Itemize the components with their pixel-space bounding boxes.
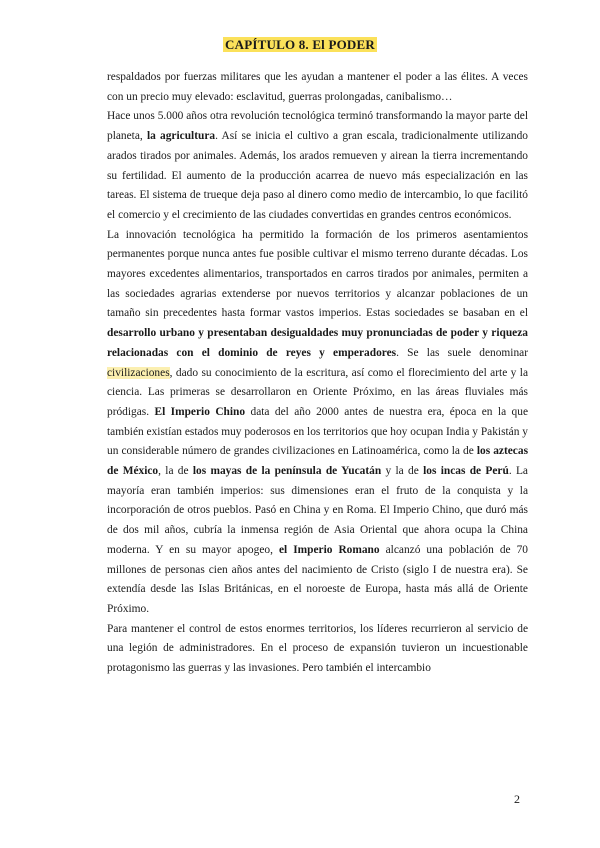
text-run: , dado su conocimiento de la escritura, así como el florecimiento del arte y la ciencia. Las primeras se desarrollaron en Oriente Próximo, en las áreas fluviales más pródigas. bbox=[107, 366, 528, 418]
text-run: , la de bbox=[158, 465, 193, 478]
paragraph bbox=[107, 620, 528, 679]
text-run: Para mantener el control de estos enormes territorios, los líderes recurrieron al servicio de una legión de administradores. En el proceso de expansión tuvieron un incuestionable protagonismo las guerras y las invasiones. Pero también el intercambio bbox=[107, 622, 528, 675]
text-run: . Así se inicia el cultivo a gran escala, tradicionalmente utilizando arados tirados por animales. Además, los arados remueven y airean la tierra incrementando su fertilidad. El aumento de la producción acarrea de nuevo más especialización en las tareas. El sistema de trueque deja paso al dinero como medio de intercambio, lo que facilitó el comercio y el crecimiento de las ciudades convertidas en grandes centros económicos. bbox=[107, 130, 528, 221]
text-run: . La mayoría eran también imperios: sus dimensiones eran el fruto de la conquista y la incorporación de otros pueblos. Pasó en China y en Roma. El Imperio Chino, que duró más de dos mil años, cubría la inmensa región de Asia Oriental que ahora ocupa la China moderna. Y en su mayor apogeo, bbox=[107, 465, 528, 556]
text-run: respaldados por fuerzas militares que les ayudan a mantener el poder a las élites. A veces con un precio muy elevado: esclavitud, guerras prolongadas, canibalismo… bbox=[107, 71, 528, 103]
paragraph bbox=[107, 68, 528, 107]
paragraph bbox=[107, 107, 528, 225]
paragraph bbox=[107, 226, 528, 620]
text-run: alcanzó una población de 70 millones de personas cien años antes del nacimiento de Cristo (siglo I de nuestra era). Se extendía desde las Islas Británicas, en el noroeste de Europa, hasta más allá de Oriente Próximo. bbox=[107, 543, 528, 615]
bold-text: los aztecas de México bbox=[107, 445, 528, 478]
text-run: La innovación tecnológica ha permitido la formación de los primeros asentamientos permanentes porque nunca antes fue posible cultivar el mismo terreno durante décadas. Los mayores excedentes alimentarios, transportados en carros tirados por animales, permiten a las sociedades agrarias extenderse por nuevos territorios y alcanzar poblaciones de un tamaño sin precedentes hasta formar vastos imperios. Estas sociedades se basaban en el bbox=[107, 228, 528, 320]
page-number: 2 bbox=[514, 792, 520, 806]
text-run: . Se las suele denominar bbox=[396, 346, 528, 359]
bold-text: desarrollo urbano y presentaban desigualdades muy pronunciadas de poder y riqueza relacionadas con el dominio de reyes y emperadores bbox=[107, 327, 528, 359]
chapter-title-text: CAPÍTULO 8. El PODER bbox=[225, 37, 375, 52]
highlighted-text: civilizaciones bbox=[107, 366, 170, 379]
bold-text: la agricultura bbox=[146, 130, 216, 143]
chapter-title bbox=[0, 37, 600, 53]
text-run: y la de bbox=[381, 465, 424, 478]
body-text bbox=[107, 68, 528, 679]
bold-text: El Imperio Chino bbox=[154, 405, 246, 418]
bold-text: los mayas de la península de Yucatán bbox=[192, 465, 382, 478]
text-run: data del año 2000 antes de nuestra era, época en la que también existían estados muy poderosos en los territorios que hoy ocupan India y Pakistán y un considerable número de grandes civilizaciones en Latinoamérica, como la de bbox=[107, 405, 528, 458]
text-run: Hace unos 5.000 años otra revolución tecnológica terminó transformando la mayor parte del planeta, bbox=[107, 110, 528, 143]
bold-text: los incas de Perú bbox=[423, 465, 509, 478]
bold-text: el Imperio Romano bbox=[278, 543, 380, 556]
